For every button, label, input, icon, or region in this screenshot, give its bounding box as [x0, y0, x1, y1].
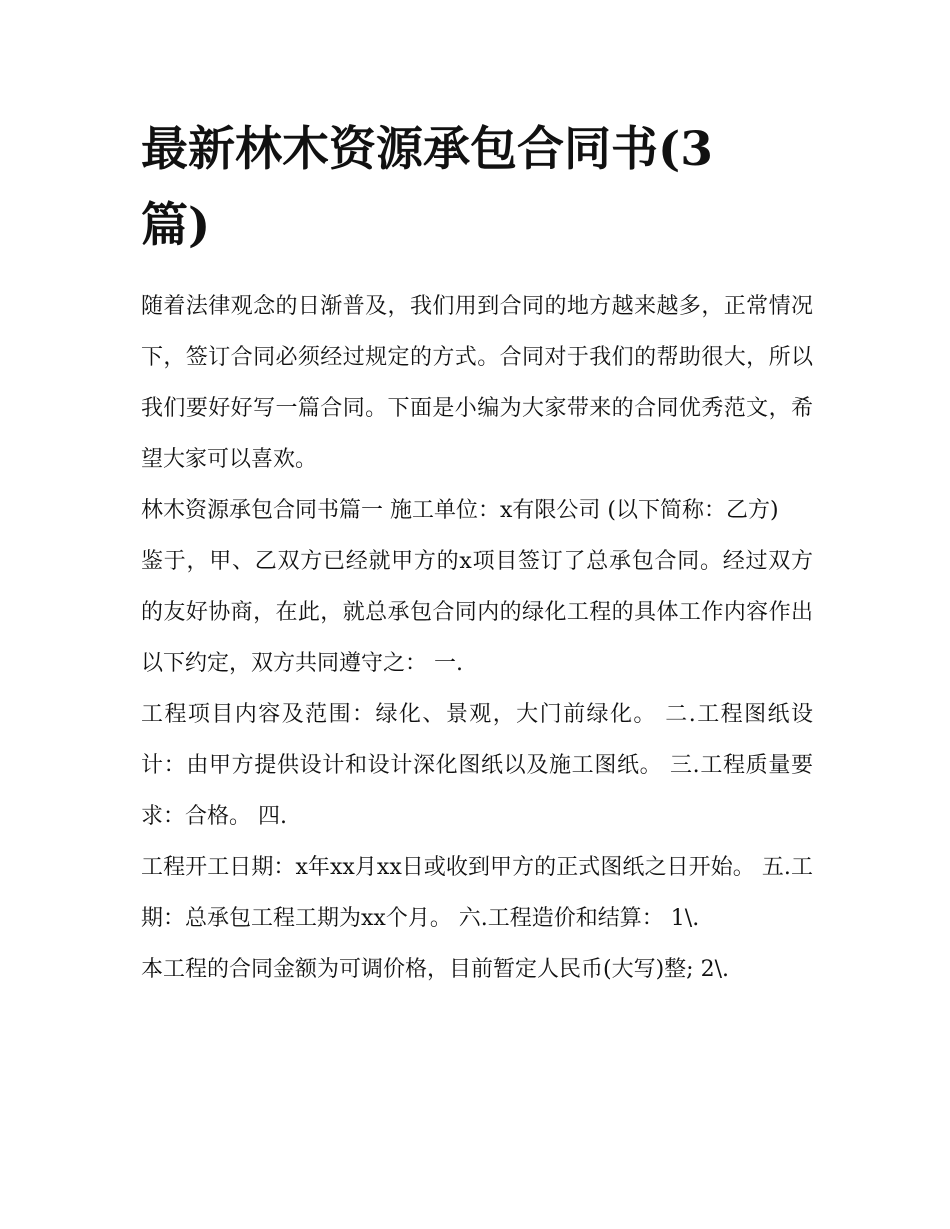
- scope-paragraph: 工程项目内容及范围：绿化、景观，大门前绿化。 二.工程图纸设计：由甲方提供设计和设计深化图纸以及施工图纸。 三.工程质量要求：合格。 四.: [141, 702, 813, 829]
- price-paragraph: 本工程的合同金额为可调价格，目前暂定人民币(大写)整; 2\.: [141, 957, 729, 982]
- intro-paragraph: 随着法律观念的日渐普及，我们用到合同的地方越来越多，正常情况下，签订合同必须经过规定的方式。合同对于我们的帮助很大，所以我们要好好写一篇合同。下面是小编为大家带来的合同优秀范文，希望大家可以喜欢。: [141, 294, 813, 472]
- document-page: [141, 112, 813, 995]
- contract-heading-paragraph: 林木资源承包合同书篇一 施工单位：x有限公司 (以下简称：乙方): [141, 498, 779, 523]
- document-title: 最新林木资源承包合同书(3篇): [141, 122, 713, 253]
- preamble-paragraph: 鉴于，甲、乙双方已经就甲方的x项目签订了总承包合同。经过双方的友好协商，在此，就总承包合同内的绿化工程的具体工作内容作出以下约定，双方共同遵守之： 一.: [141, 549, 813, 676]
- schedule-paragraph: 工程开工日期：x年xx月xx日或收到甲方的正式图纸之日开始。 五.工期：总承包工程工期为xx个月。 六.工程造价和结算： 1\.: [141, 855, 813, 931]
